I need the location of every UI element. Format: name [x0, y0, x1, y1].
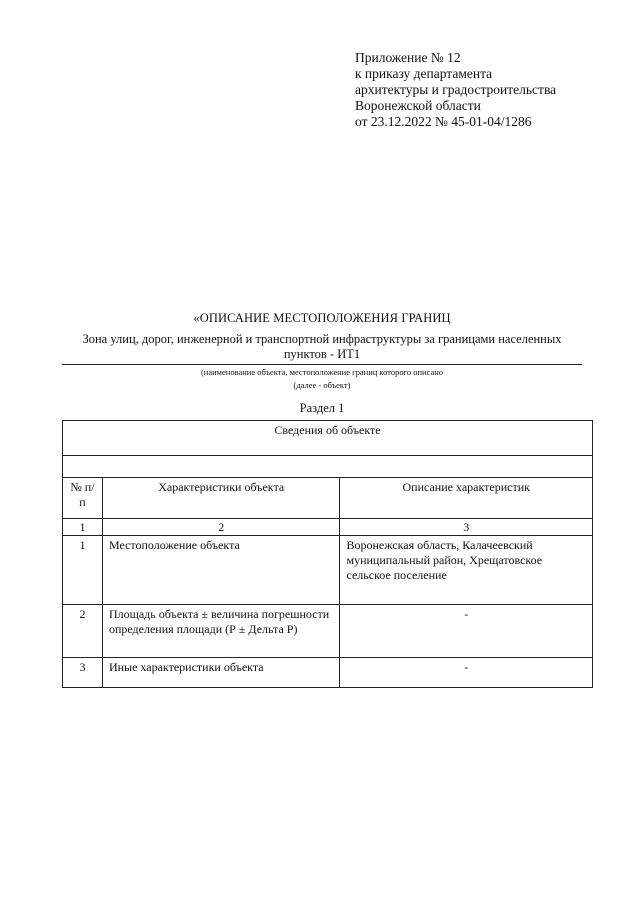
appendix-line: от 23.12.2022 № 45-01-04/1286 — [355, 114, 532, 129]
row-description: - — [340, 658, 593, 688]
row-description: - — [340, 605, 593, 658]
table-row — [63, 605, 593, 658]
row-characteristic: Иные характеристики объекта — [102, 658, 340, 688]
appendix-line: Приложение № 12 — [355, 50, 461, 65]
table-header-row — [63, 421, 593, 456]
title-block — [62, 310, 582, 416]
appendix-line: архитектуры и градостроительства — [355, 82, 557, 97]
row-number: 1 — [63, 536, 103, 605]
column-header-description: Описание характеристик — [340, 478, 593, 519]
column-header-characteristic: Характеристики объекта — [102, 478, 340, 519]
document-title: «ОПИСАНИЕ МЕСТОПОЛОЖЕНИЯ ГРАНИЦ — [193, 311, 451, 325]
appendix-line: к приказу департамента — [355, 66, 493, 81]
row-number: 3 — [63, 658, 103, 688]
column-header-num: № п/п — [63, 478, 103, 519]
object-name: Зона улиц, дорог, инженерной и транспортной инфраструктуры за границами населенных пунктов - ИТ1 — [62, 332, 582, 365]
row-description: Воронежская область, Калачеевский муниципальный район, Хрещатовское сельское поселение — [340, 536, 593, 605]
appendix-line: Воронежской области — [355, 98, 481, 113]
row-characteristic: Площадь объекта ± величина погрешности определения площади (Р ± Дельта Р) — [102, 605, 340, 658]
object-name-caption-2: (далее - объект) — [293, 380, 351, 390]
row-number: 2 — [63, 605, 103, 658]
column-number: 3 — [340, 519, 593, 536]
column-number-row — [63, 519, 593, 536]
table-header: Сведения об объекте — [63, 421, 593, 456]
table-row — [63, 658, 593, 688]
row-characteristic: Местоположение объекта — [102, 536, 340, 605]
column-number: 1 — [63, 519, 103, 536]
blank-cell — [63, 456, 593, 478]
appendix-header — [355, 50, 556, 130]
column-number: 2 — [102, 519, 340, 536]
object-info-table — [62, 420, 593, 688]
section-heading: Раздел 1 — [299, 401, 345, 415]
object-name-caption: (наименование объекта, местоположение границ которого описано — [200, 367, 444, 377]
column-header-row — [63, 478, 593, 519]
table-blank-row — [63, 456, 593, 478]
table-row — [63, 536, 593, 605]
